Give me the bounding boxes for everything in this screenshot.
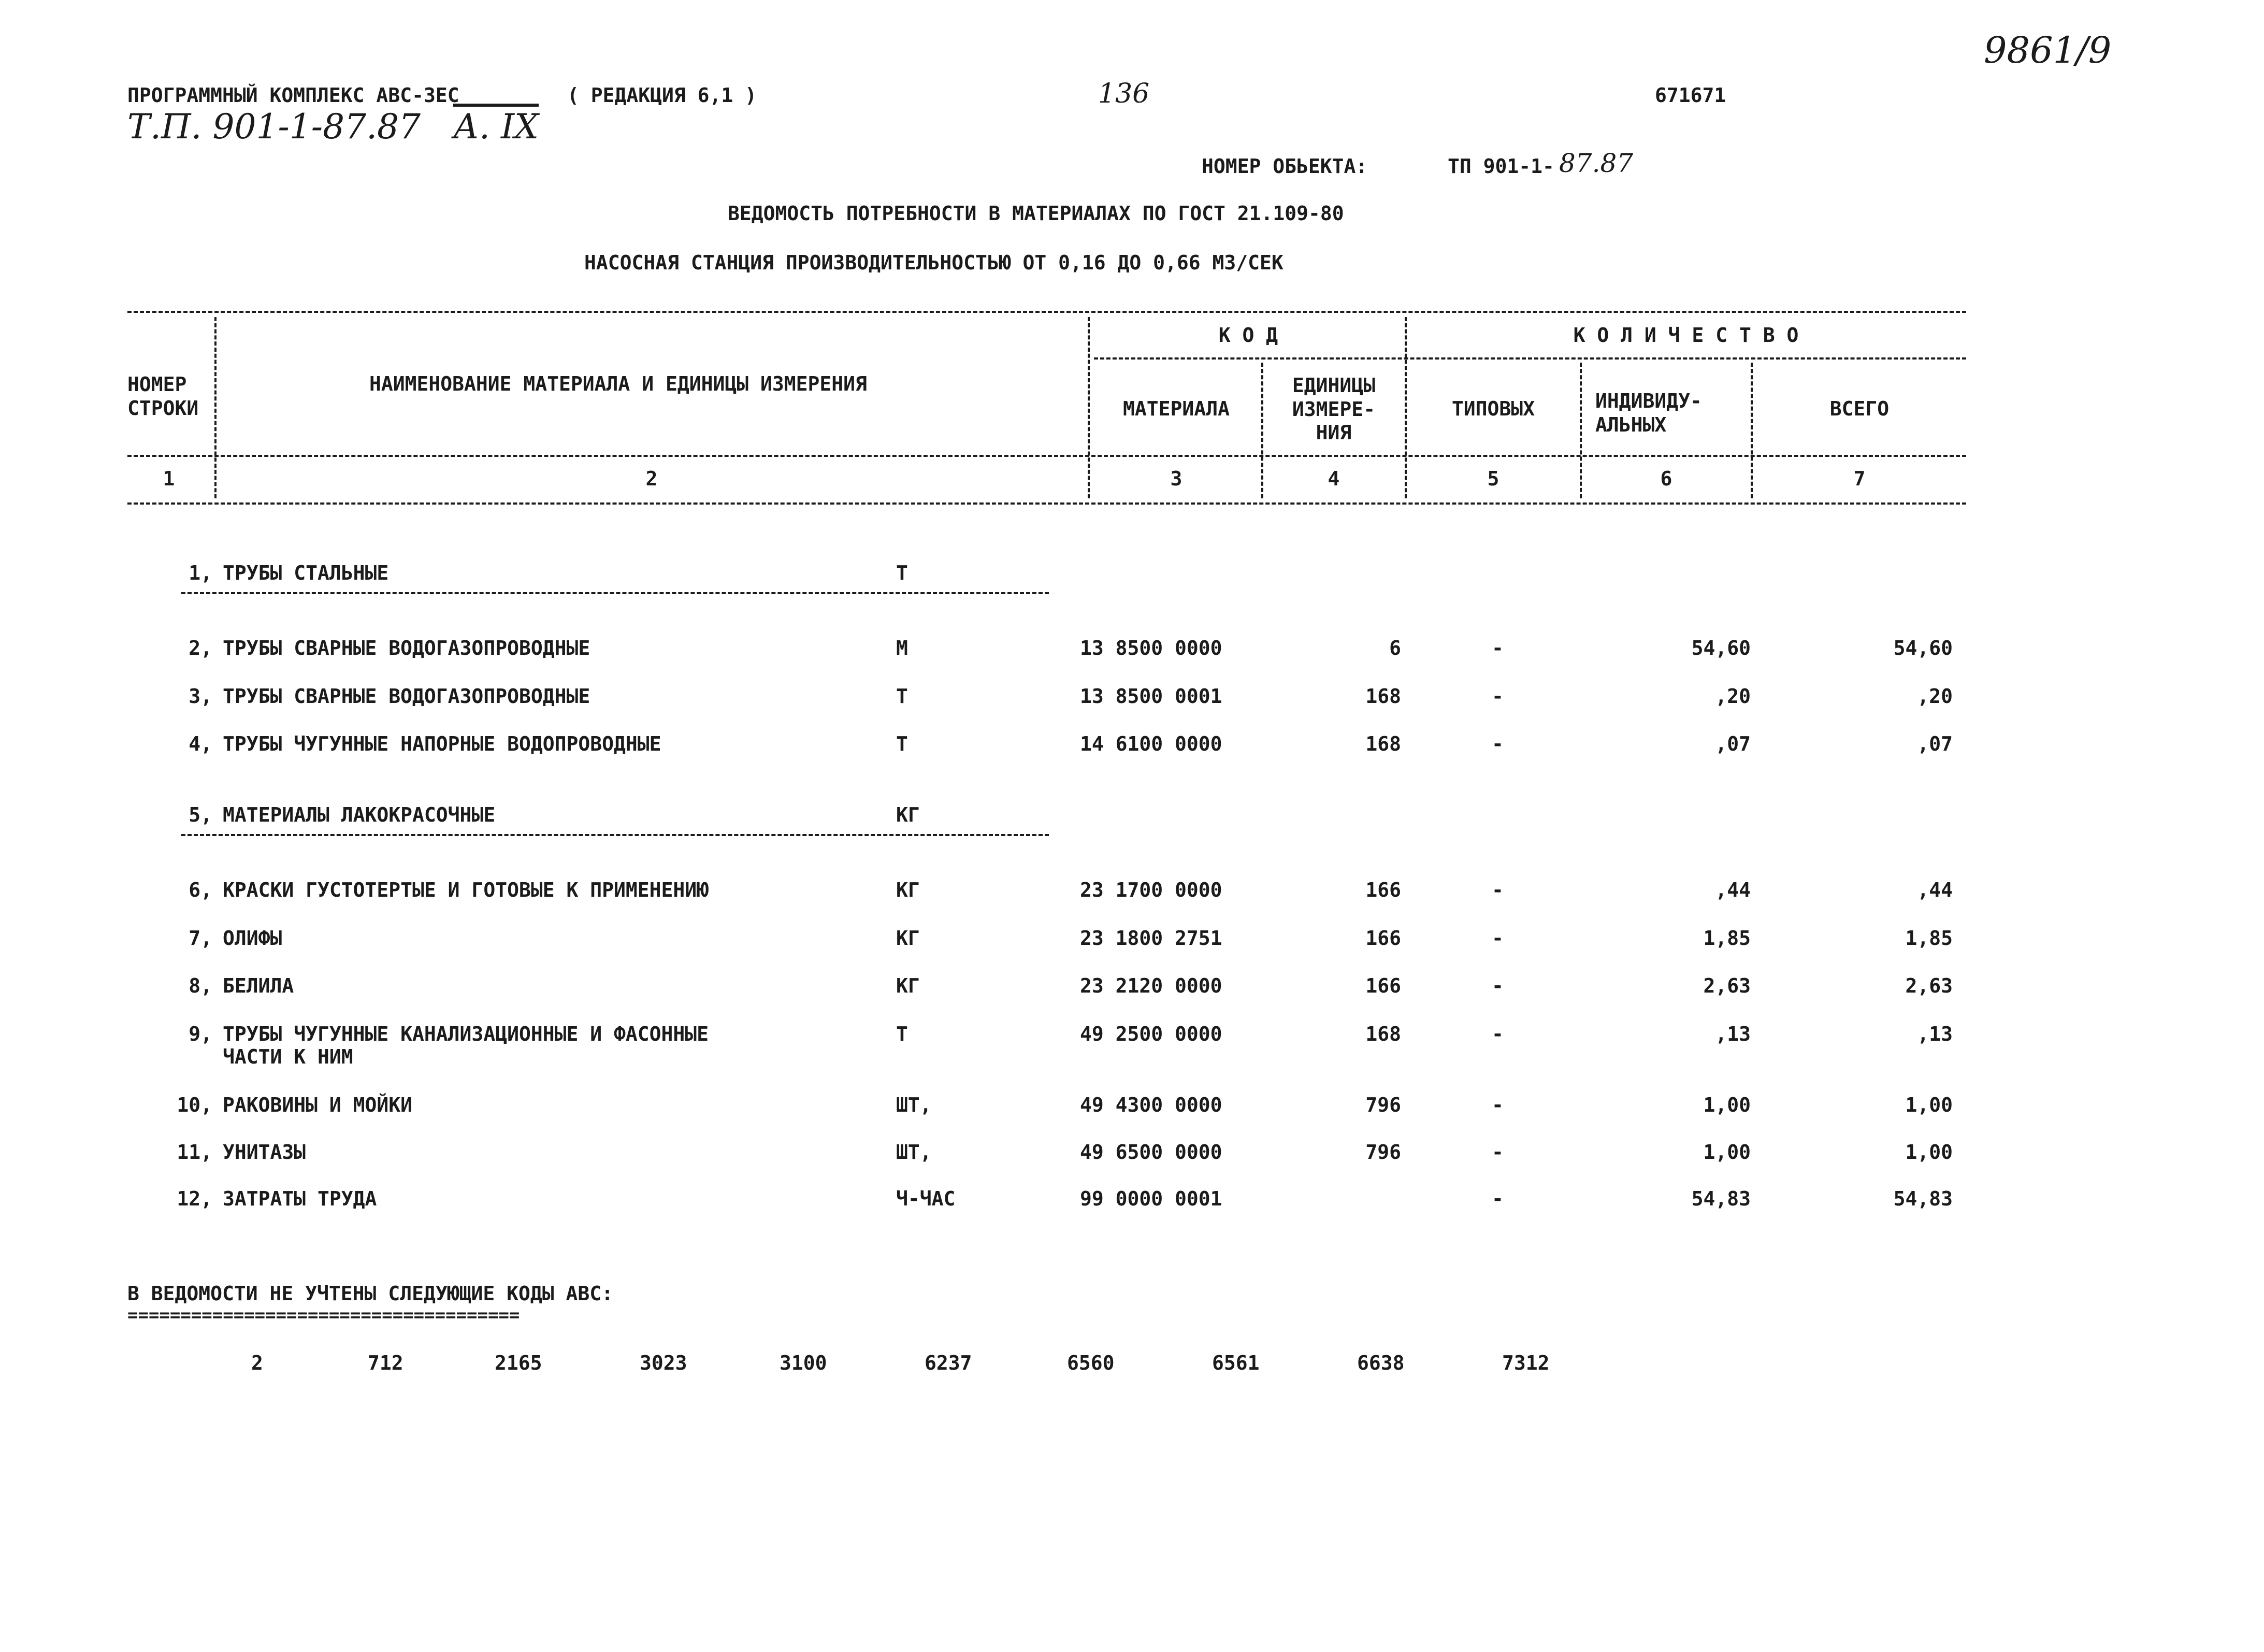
table-cell-typical: - [1492, 974, 1504, 997]
col-sep-5 [1580, 363, 1582, 498]
unaccounted-code: 712 [368, 1352, 403, 1374]
table-cell-name: ТРУБЫ ЧУГУННЫЕ КАНАЛИЗАЦИОННЫЕ И ФАСОННЫЕ ЧАСТИ К НИМ [223, 1023, 709, 1068]
table-cell-code: 13 8500 0000 [1080, 637, 1222, 659]
handwritten-project-number: Т.П. 901-1-87.87 [127, 107, 421, 147]
table-cell-code: 13 8500 0001 [1080, 685, 1222, 708]
unaccounted-code: 7312 [1502, 1352, 1550, 1374]
header-qty-group: К О Л И Ч Е С Т В О [1573, 324, 1799, 347]
group-underline [181, 592, 1049, 594]
table-cell-total: 1,00 [1905, 1141, 1953, 1163]
table-cell-num: 1, [189, 562, 212, 584]
table-cell-num: 7, [189, 927, 212, 950]
table-cell-individual: ,44 [1715, 879, 1751, 901]
column-number-3: 3 [1170, 467, 1183, 490]
table-top-rule [127, 311, 1966, 313]
table-cell-typical: - [1492, 879, 1504, 901]
unaccounted-code: 6638 [1357, 1352, 1405, 1374]
header-bottom-rule [127, 455, 1966, 457]
code-group-rule [1094, 357, 1966, 360]
header-qty-individual: ИНДИВИДУ- АЛЬНЫХ [1595, 390, 1702, 436]
object-number: ТП 901-1- [1448, 155, 1554, 178]
page-number: 136 [1098, 78, 1150, 109]
table-cell-code: 14 6100 0000 [1080, 732, 1222, 755]
table-cell-num: 6, [189, 879, 212, 901]
program-edition: ( РЕДАКЦИЯ 6,1 ) [567, 84, 757, 107]
column-numbers-bottom-rule [127, 502, 1966, 505]
table-cell-unit: Ч-ЧАС [896, 1187, 956, 1210]
table-cell-individual: 2,63 [1703, 974, 1751, 997]
table-cell-individual: 1,00 [1703, 1141, 1751, 1163]
table-cell-unit-code: 166 [1365, 974, 1401, 997]
col-sep-3 [1261, 363, 1263, 498]
table-cell-individual: ,07 [1715, 732, 1751, 755]
table-cell-total: ,07 [1917, 732, 1953, 755]
table-cell-num: 3, [189, 685, 212, 708]
table-cell-code: 23 1800 2751 [1080, 927, 1222, 950]
table-cell-num: 10, [177, 1094, 212, 1116]
column-number-5: 5 [1487, 467, 1499, 490]
table-cell-code: 49 6500 0000 [1080, 1141, 1222, 1163]
table-cell-typical: - [1492, 637, 1504, 659]
unaccounted-code: 6560 [1067, 1352, 1115, 1374]
table-cell-individual: ,20 [1715, 685, 1751, 708]
column-number-2: 2 [645, 467, 658, 490]
table-cell-num: 9, [189, 1023, 212, 1045]
table-cell-unit: КГ [896, 803, 920, 826]
unaccounted-code: 6561 [1212, 1352, 1260, 1374]
column-number-6: 6 [1660, 467, 1672, 490]
col-sep-6 [1751, 363, 1753, 498]
table-cell-typical: - [1492, 927, 1504, 950]
table-cell-total: 54,60 [1893, 637, 1953, 659]
table-cell-code: 23 2120 0000 [1080, 974, 1222, 997]
table-cell-typical: - [1492, 685, 1504, 708]
table-cell-individual: 1,00 [1703, 1094, 1751, 1116]
table-cell-unit-code: 168 [1365, 685, 1401, 708]
table-cell-name: УНИТАЗЫ [223, 1141, 306, 1163]
table-cell-name: ТРУБЫ СВАРНЫЕ ВОДОГАЗОПРОВОДНЫЕ [223, 637, 590, 659]
header-code-group: К О Д [1218, 324, 1278, 347]
table-cell-typical: - [1492, 1187, 1504, 1210]
table-cell-total: ,20 [1917, 685, 1953, 708]
column-number-1: 1 [163, 467, 175, 490]
table-cell-unit: Т [896, 685, 908, 708]
table-cell-unit: КГ [896, 927, 920, 950]
archive-note: 9861/9 [1984, 29, 2112, 71]
table-cell-unit: Т [896, 732, 908, 755]
table-cell-unit-code: 168 [1365, 732, 1401, 755]
table-cell-unit-code: 6 [1389, 637, 1401, 659]
table-cell-name: ТРУБЫ СВАРНЫЕ ВОДОГАЗОПРОВОДНЫЕ [223, 685, 590, 708]
column-number-4: 4 [1328, 467, 1340, 490]
unaccounted-code: 3023 [640, 1352, 687, 1374]
header-code-unit: ЕДИНИЦЫ ИЗМЕРЕ- НИЯ [1292, 374, 1376, 444]
object-label: НОМЕР ОБЬЕКТА: [1202, 155, 1368, 178]
table-cell-name: ТРУБЫ ЧУГУННЫЕ НАПОРНЫЕ ВОДОПРОВОДНЫЕ [223, 732, 661, 755]
table-cell-unit: КГ [896, 879, 920, 901]
group-underline [181, 834, 1049, 836]
table-cell-name: КРАСКИ ГУСТОТЕРТЫЕ И ГОТОВЫЕ К ПРИМЕНЕНИЮ [223, 879, 709, 901]
table-cell-num: 2, [189, 637, 212, 659]
col-sep-1 [214, 317, 217, 498]
table-cell-code: 49 4300 0000 [1080, 1094, 1222, 1116]
handwritten-album: А. IX [453, 107, 539, 147]
header-code-material: МАТЕРИАЛА [1123, 397, 1230, 420]
table-cell-name: МАТЕРИАЛЫ ЛАКОКРАСОЧНЫЕ [223, 803, 496, 826]
table-cell-unit: Т [896, 1023, 908, 1045]
table-cell-total: 54,83 [1893, 1187, 1953, 1210]
table-cell-total: ,13 [1917, 1023, 1953, 1045]
table-cell-name: ТРУБЫ СТАЛЬНЫЕ [223, 562, 389, 584]
table-cell-unit: Т [896, 562, 908, 584]
header-row-number: НОМЕР СТРОКИ [127, 373, 199, 420]
table-cell-unit-code: 168 [1365, 1023, 1401, 1045]
table-cell-name: РАКОВИНЫ И МОЙКИ [223, 1094, 413, 1116]
program-name: ПРОГРАММНЫЙ КОМПЛЕКС АВС-3ЕС [127, 84, 459, 107]
table-cell-num: 4, [189, 732, 212, 755]
col-sep-2 [1088, 317, 1090, 498]
table-cell-unit-code: 166 [1365, 879, 1401, 901]
unaccounted-code: 6237 [925, 1352, 972, 1374]
table-cell-code: 49 2500 0000 [1080, 1023, 1222, 1045]
page-title: ВЕДОМОСТЬ ПОТРЕБНОСТИ В МАТЕРИАЛАХ ПО ГОСТ 21.109-80 [728, 202, 1344, 225]
unaccounted-code: 2 [251, 1352, 263, 1374]
table-cell-name: ЗАТРАТЫ ТРУДА [223, 1187, 377, 1210]
table-cell-unit-code: 166 [1365, 927, 1401, 950]
table-cell-typical: - [1492, 1141, 1504, 1163]
header-qty-total: ВСЕГО [1829, 397, 1890, 420]
table-cell-num: 8, [189, 974, 212, 997]
unaccounted-code: 2165 [495, 1352, 542, 1374]
table-cell-unit-code: 796 [1365, 1094, 1401, 1116]
document-code: 671671 [1655, 84, 1726, 107]
table-cell-individual: 54,60 [1691, 637, 1751, 659]
header-qty-typical: ТИПОВЫХ [1451, 397, 1535, 420]
page-subtitle: НАСОСНАЯ СТАНЦИЯ ПРОИЗВОДИТЕЛЬНОСТЬЮ ОТ 0,16 ДО 0,66 М3/СЕК [584, 251, 1284, 274]
table-cell-code: 99 0000 0001 [1080, 1187, 1222, 1210]
table-cell-typical: - [1492, 732, 1504, 755]
table-cell-name: ОЛИФЫ [223, 927, 282, 950]
column-number-7: 7 [1853, 467, 1866, 490]
table-cell-unit: М [896, 637, 908, 659]
table-cell-individual: 1,85 [1703, 927, 1751, 950]
table-cell-total: 1,00 [1905, 1094, 1953, 1116]
table-cell-unit: ШТ, [896, 1094, 932, 1116]
header-material-name: НАИМЕНОВАНИЕ МАТЕРИАЛА И ЕДИНИЦЫ ИЗМЕРЕНИЯ [369, 372, 867, 395]
footer-note: В ВЕДОМОСТИ НЕ УЧТЕНЫ СЛЕДУЮЩИЕ КОДЫ АВС: [127, 1282, 613, 1305]
table-cell-unit: ШТ, [896, 1141, 932, 1163]
table-cell-num: 11, [177, 1141, 212, 1163]
unaccounted-code: 3100 [780, 1352, 827, 1374]
table-cell-individual: 54,83 [1691, 1187, 1751, 1210]
table-cell-typical: - [1492, 1023, 1504, 1045]
footer-underline: ===================================== [127, 1305, 520, 1326]
table-cell-code: 23 1700 0000 [1080, 879, 1222, 901]
table-cell-unit-code: 796 [1365, 1141, 1401, 1163]
table-cell-typical: - [1492, 1094, 1504, 1116]
table-cell-name: БЕЛИЛА [223, 974, 294, 997]
table-cell-unit: КГ [896, 974, 920, 997]
table-cell-total: 1,85 [1905, 927, 1953, 950]
table-cell-num: 5, [189, 803, 212, 826]
table-cell-total: 2,63 [1905, 974, 1953, 997]
object-number-handwritten: 87.87 [1559, 148, 1634, 178]
table-cell-total: ,44 [1917, 879, 1953, 901]
col-sep-4 [1405, 317, 1407, 498]
table-cell-num: 12, [177, 1187, 212, 1210]
table-cell-individual: ,13 [1715, 1023, 1751, 1045]
